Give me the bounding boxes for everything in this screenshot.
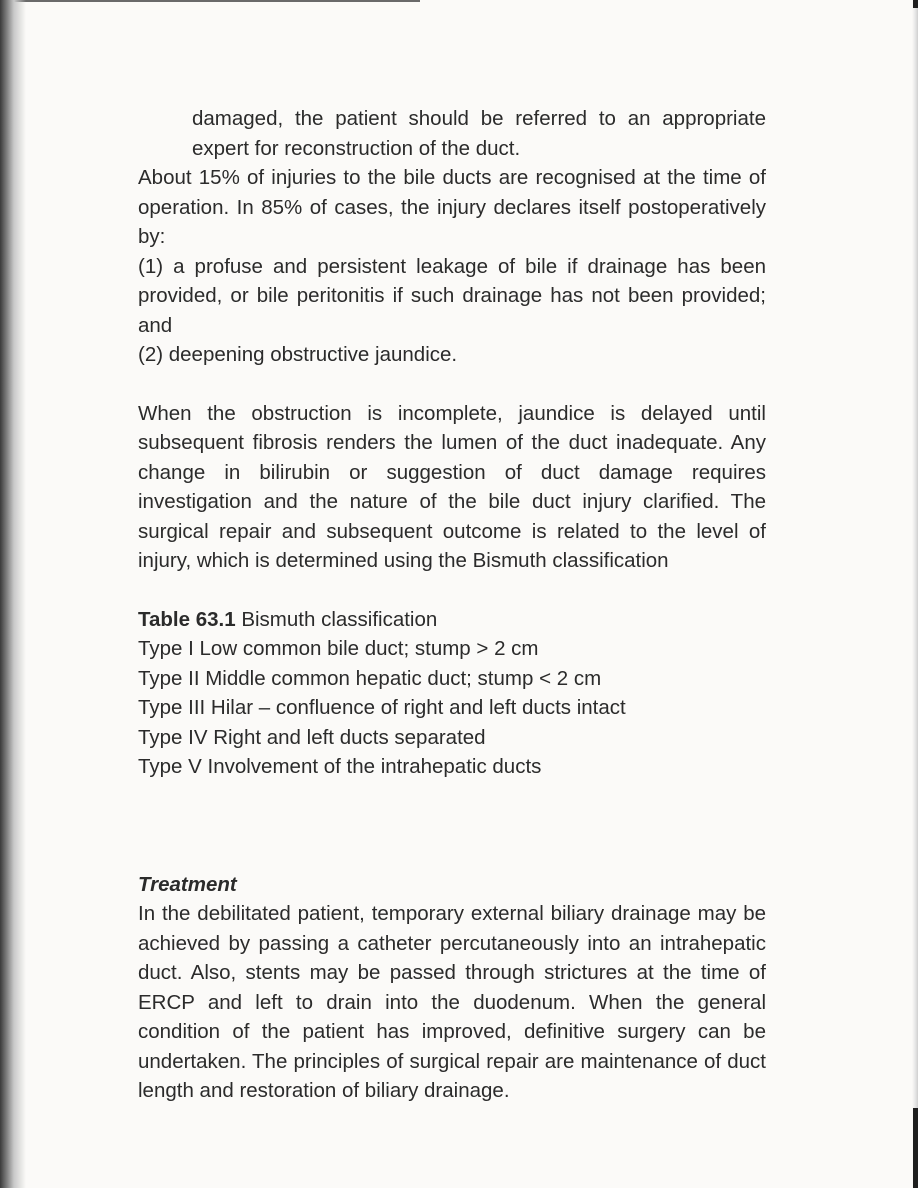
paragraph-recognition: About 15% of injuries to the bile ducts are recognised at the time of operation. In 85% of cases, the injury declares itself postoperatively by: xyxy=(138,166,766,248)
document-page xyxy=(138,104,766,1106)
section-spacer xyxy=(138,782,766,870)
table-row-type-1: Type I Low common bile duct; stump > 2 cm xyxy=(138,637,539,660)
treatment-heading: Treatment xyxy=(138,872,237,896)
table-label: Table 63.1 xyxy=(138,607,236,631)
list-item-leakage: (1) a profuse and persistent leakage of bile if drainage has been provided, or bile peritonitis if such drainage has not been provided; and xyxy=(138,254,766,337)
page-edge-mark-bottom xyxy=(913,1108,918,1188)
paragraph-spacer xyxy=(138,370,766,399)
paragraph-obstruction: When the obstruction is incomplete, jaundice is delayed until subsequent fibrosis renders the lumen of the duct inadequate. Any change in bilirubin or suggestion of duct damage requires investigation and the nature of the bile duct injury clarified. The surgical repair and subsequent outcome is related to the level of injury, which is determined using the Bismuth classification xyxy=(138,401,766,572)
paragraph-continuation: damaged, the patient should be referred to an appropriate expert for reconstruction of the duct. xyxy=(192,107,766,160)
book-spine-shadow xyxy=(0,0,26,1188)
list-item-jaundice: (2) deepening obstructive jaundice. xyxy=(138,343,458,366)
table-title: Bismuth classification xyxy=(241,607,438,631)
page-edge-mark-top xyxy=(913,0,918,8)
table-row-type-3: Type III Hilar – confluence of right and left ducts intact xyxy=(138,696,626,719)
paragraph-treatment: In the debilitated patient, temporary external biliary drainage may be achieved by passing a catheter percutaneously into an intrahepatic duct. Also, stents may be passed through strictures at the time of ERCP and left to drain into the duodenum. When the general condition of the patient has improved, definitive surgery can be undertaken. The principles of surgical repair are maintenance of duct length and restoration of biliary drainage. xyxy=(138,902,766,1102)
scan-top-rule xyxy=(0,0,420,2)
paragraph-spacer xyxy=(138,576,766,605)
bismuth-table xyxy=(138,605,766,782)
table-row-type-4: Type IV Right and left ducts separated xyxy=(138,725,486,749)
table-row-type-5: Type V Involvement of the intrahepatic ducts xyxy=(138,755,542,778)
page-right-edge xyxy=(912,0,918,1188)
table-row-type-2: Type II Middle common hepatic duct; stump < 2 cm xyxy=(138,666,602,690)
table-caption xyxy=(138,605,766,635)
